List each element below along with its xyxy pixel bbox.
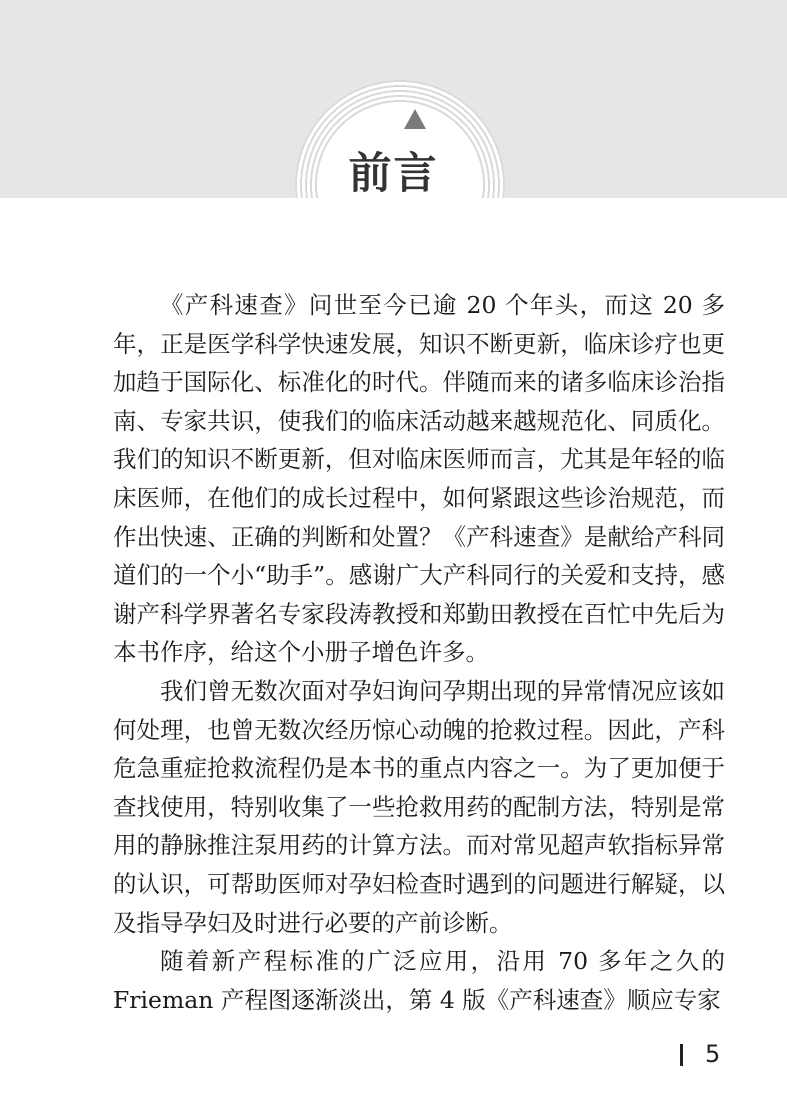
header-band [0,0,787,198]
page-number: 5 [705,1040,721,1068]
page-title: 前言 [348,149,439,198]
paragraph: 《产科速查》问世至今已逾 20 个年头，而这 20 多年，正是医学科学快速发展，知识不断更新，临床诊疗也更加趋于国际化、标准化的时代。伴随而来的诸多临床诊治指南、专家共识，使我们的临床活动越来越规范化、同质化。我们的知识不断更新，但对临床医师而言，尤其是年轻的临床医师，在他们的成长过程中，如何紧跟这些诊治规范，而作出快速、正确的判断和处置？《产科速查》是献给产科同道们的一个小“助手”。感谢广大产科同行的关爱和支持，感谢产科学界著名专家段涛教授和郑勤田教授在百忙中先后为本书作序，给这个小册子增色许多。 [113,291,725,667]
paragraph: 我们曾无数次面对孕妇询问孕期出现的异常情况应该如何处理，也曾无数次经历惊心动魄的抢救过程。因此，产科危急重症抢救流程仍是本书的重点内容之一。为了更加便于查找使用，特别收集了一些抢救用药的配制方法，特别是常用的静脉推注泵用药的计算方法。而对常见超声软指标异常的认识，可帮助医师对孕妇检查时遇到的问题进行解疑，以及指导孕妇及时进行必要的产前诊断。 [113,676,725,937]
page-marker-bar [680,1044,683,1066]
triangle-up-icon [404,109,426,129]
preface-body [113,286,725,1019]
paragraph: 随着新产程标准的广泛应用，沿用 70 多年之久的 Frieman 产程图逐渐淡出，第 4 版《产科速查》顺应专家 [113,947,725,1014]
